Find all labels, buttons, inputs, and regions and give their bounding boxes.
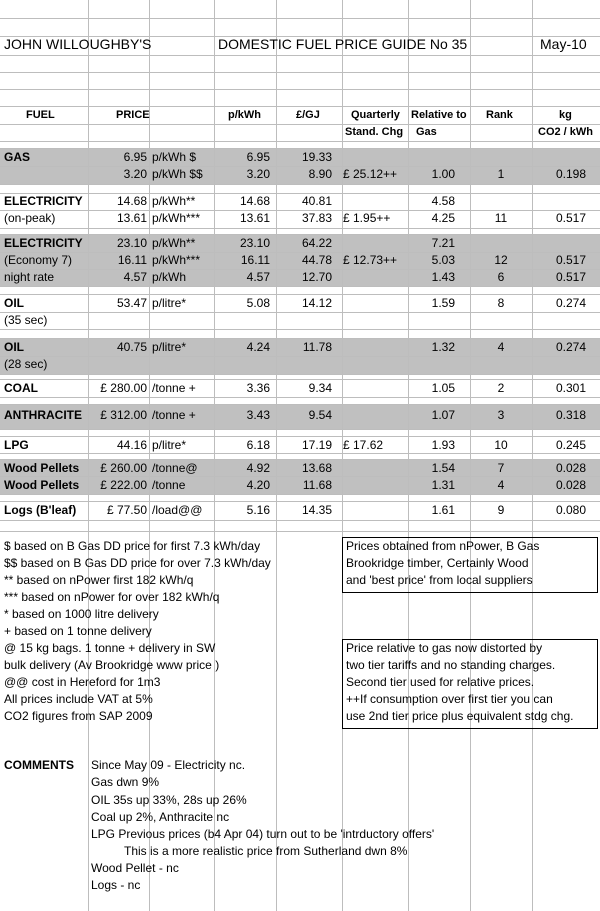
relative-note-line: Second tier used for relative prices. [346, 675, 535, 689]
comment-line: LPG Previous prices (b4 Apr 04) turn out to be 'intrductory offers' [91, 827, 435, 841]
guide-title: DOMESTIC FUEL PRICE GUIDE No 35 [218, 36, 468, 52]
cell-gj: 11.68 [302, 478, 332, 492]
note-line: @ 15 kg bags. 1 tonne + delivery in SW [4, 641, 216, 655]
cell-gj: 8.90 [308, 167, 332, 181]
cell-price: 23.10 [116, 236, 147, 250]
cell-gj: 37.83 [301, 211, 332, 225]
cell-rel: 5.03 [431, 253, 455, 267]
relative-note-line: two tier tariffs and no standing charges. [346, 658, 556, 672]
cell-price: £ 280.00 [100, 381, 147, 395]
cell-fuel: ELECTRICITY [4, 236, 83, 250]
cell-gj: 14.35 [301, 503, 332, 517]
cell-rel: 4.58 [431, 194, 455, 208]
comment-line: This is a more realistic price from Sutherland dwn 8% [124, 844, 408, 858]
cell-rank: 9 [497, 503, 505, 517]
cell-gj: 12.70 [301, 270, 332, 284]
cell-price: 6.95 [123, 150, 147, 164]
cell-unit: p/kWh** [152, 236, 196, 250]
header-stdchg: Stand. Chg [345, 126, 404, 138]
cell-fuel: (Economy 7) [4, 253, 73, 267]
header-kg: kg [559, 109, 572, 121]
cell-rel: 1.54 [431, 461, 455, 475]
cell-fuel: ELECTRICITY [4, 194, 83, 208]
cell-pkwh: 4.92 [246, 461, 270, 475]
cell-price: 3.20 [123, 167, 147, 181]
cell-pkwh: 16.11 [240, 253, 270, 267]
cell-gj: 13.68 [301, 461, 332, 475]
cell-fuel: Wood Pellets [4, 478, 80, 492]
header-price: PRICE [116, 109, 150, 121]
cell-co2: 0.028 [555, 478, 586, 492]
cell-price: 53.47 [116, 296, 147, 310]
cell-unit: p/kWh*** [152, 253, 201, 267]
cell-rank: 7 [497, 461, 505, 475]
cell-rank: 6 [497, 270, 505, 284]
note-line: $ based on B Gas DD price for first 7.3 kWh/day [4, 539, 261, 553]
cell-price: £ 222.00 [100, 478, 147, 492]
cell-fuel: COAL [4, 381, 38, 395]
note-line: ** based on nPower first 182 kWh/q [4, 573, 194, 587]
cell-unit: p/kWh*** [152, 211, 201, 225]
cell-co2: 0.318 [555, 408, 586, 422]
cell-fuel: Wood Pellets [4, 461, 80, 475]
cell-gj: 40.81 [301, 194, 332, 208]
cell-co2: 0.301 [555, 381, 586, 395]
cell-fuel: ANTHRACITE [4, 408, 82, 422]
cell-unit: p/litre* [152, 438, 187, 452]
cell-gj: 9.34 [308, 381, 332, 395]
cell-unit: p/litre* [152, 340, 187, 354]
cell-pkwh: 4.57 [246, 270, 270, 284]
cell-gj: 19.33 [301, 150, 332, 164]
cell-stdchg: £ 12.73++ [343, 253, 398, 267]
cell-co2: 0.517 [555, 253, 586, 267]
header-rank: Rank [486, 109, 513, 121]
cell-price: 14.68 [116, 194, 147, 208]
cell-rel: 1.31 [431, 478, 455, 492]
cell-co2: 0.028 [555, 461, 586, 475]
cell-unit: /tonne [152, 478, 186, 492]
cell-gj: 64.22 [301, 236, 332, 250]
cell-rel: 1.61 [431, 503, 455, 517]
cell-rank: 2 [497, 381, 505, 395]
cell-rel: 1.07 [431, 408, 455, 422]
cell-gj: 14.12 [301, 296, 332, 310]
relative-note-line: Price relative to gas now distorted by [346, 641, 543, 655]
cell-rel: 4.25 [431, 211, 455, 225]
cell-rel: 7.21 [431, 236, 455, 250]
note-line: * based on 1000 litre delivery [4, 607, 159, 621]
cell-unit: /tonne + [152, 408, 196, 422]
comment-line: Since May 09 - Electricity nc. [91, 758, 246, 772]
cell-price: 16.11 [117, 253, 147, 267]
relative-note-line: use 2nd tier price plus equivalent stdg chg. [346, 709, 574, 723]
cell-rank: 3 [497, 408, 505, 422]
cell-price: £ 312.00 [100, 408, 147, 422]
cell-pkwh: 23.10 [239, 236, 270, 250]
cell-co2: 0.198 [555, 167, 586, 181]
comment-line: Logs - nc [91, 878, 141, 892]
cell-co2: 0.517 [555, 270, 586, 284]
cell-fuel: Logs (B'leaf) [4, 503, 77, 517]
cell-pkwh: 5.08 [246, 296, 270, 310]
cell-rel: 1.43 [431, 270, 455, 284]
cell-fuel: (on-peak) [4, 211, 56, 225]
cell-unit: p/kWh $ [152, 150, 197, 164]
guide-date: May-10 [540, 36, 587, 52]
cell-rel: 1.93 [431, 438, 455, 452]
header-gas: Gas [416, 126, 437, 138]
relative-note-line: ++If consumption over first tier you can [346, 692, 553, 706]
comment-line: Gas dwn 9% [91, 775, 160, 789]
header-relative: Relative to [411, 109, 467, 121]
comment-line: Coal up 2%, Anthracite nc [91, 810, 230, 824]
cell-stdchg: £ 17.62 [343, 438, 384, 452]
cell-rank: 4 [497, 340, 505, 354]
header-co2: CO2 / kWh [538, 126, 594, 138]
header-pkwh: p/kWh [228, 109, 261, 121]
cell-unit: p/kWh $$ [152, 167, 203, 181]
cell-rank: 8 [497, 296, 505, 310]
cell-unit: /tonne@ [152, 461, 198, 475]
cell-co2: 0.274 [555, 340, 586, 354]
cell-pkwh: 6.95 [246, 150, 270, 164]
header-quarterly: Quarterly [351, 109, 400, 121]
cell-fuel: (35 sec) [4, 313, 48, 327]
cell-price: 13.61 [116, 211, 147, 225]
cell-pkwh: 3.36 [246, 381, 270, 395]
cell-fuel: (28 sec) [4, 357, 48, 371]
sources-line: Brookridge timber, Certainly Wood [346, 556, 529, 570]
note-line: bulk delivery (Av Brookridge www price ) [4, 658, 220, 672]
cell-gj: 17.19 [301, 438, 332, 452]
cell-pkwh: 4.24 [246, 340, 270, 354]
header-gj: £/GJ [296, 109, 320, 121]
cell-fuel: OIL [4, 296, 24, 310]
cell-co2: 0.274 [555, 296, 586, 310]
cell-pkwh: 6.18 [246, 438, 270, 452]
cell-pkwh: 5.16 [246, 503, 270, 517]
author-title: JOHN WILLOUGHBY'S [4, 36, 152, 52]
cell-co2: 0.517 [555, 211, 586, 225]
comment-line: Wood Pellet - nc [91, 861, 179, 875]
cell-co2: 0.080 [555, 503, 586, 517]
note-line: CO2 figures from SAP 2009 [4, 709, 153, 723]
cell-rank: 1 [497, 167, 505, 181]
cell-gj: 9.54 [308, 408, 332, 422]
cell-pkwh: 4.20 [246, 478, 270, 492]
cell-price: £ 77.50 [106, 503, 147, 517]
cell-pkwh: 13.61 [239, 211, 270, 225]
cell-fuel: LPG [4, 438, 29, 452]
cell-price: 44.16 [116, 438, 147, 452]
note-line: All prices include VAT at 5% [4, 692, 153, 706]
cell-rank: 12 [494, 253, 508, 267]
cell-pkwh: 3.43 [246, 408, 270, 422]
cell-rel: 1.05 [431, 381, 455, 395]
cell-gj: 11.78 [302, 340, 332, 354]
cell-unit: p/kWh** [152, 194, 196, 208]
cell-unit: p/kWh [152, 270, 187, 284]
cell-price: 40.75 [116, 340, 147, 354]
cell-rank: 11 [494, 211, 508, 225]
cell-rank: 4 [497, 478, 505, 492]
cell-pkwh: 14.68 [239, 194, 270, 208]
note-line: $$ based on B Gas DD price for over 7.3 kWh/day [4, 556, 271, 570]
cell-fuel: GAS [4, 150, 31, 164]
cell-rank: 10 [494, 438, 508, 452]
cell-co2: 0.245 [555, 438, 586, 452]
cell-rel: 1.00 [431, 167, 455, 181]
cell-unit: p/litre* [152, 296, 187, 310]
comment-line: OIL 35s up 33%, 28s up 26% [91, 793, 247, 807]
cell-rel: 1.32 [431, 340, 455, 354]
cell-rel: 1.59 [431, 296, 455, 310]
cell-price: 4.57 [123, 270, 147, 284]
cell-stdchg: £ 1.95++ [343, 211, 391, 225]
cell-pkwh: 3.20 [246, 167, 270, 181]
cell-unit: /load@@ [152, 503, 203, 517]
cell-stdchg: £ 25.12++ [343, 167, 398, 181]
header-fuel: FUEL [26, 109, 55, 121]
note-line: @@ cost in Hereford for 1m3 [4, 675, 161, 689]
cell-price: £ 260.00 [100, 461, 147, 475]
sources-line: Prices obtained from nPower, B Gas [346, 539, 540, 553]
cell-fuel: OIL [4, 340, 24, 354]
cell-unit: /tonne + [152, 381, 196, 395]
note-line: *** based on nPower for over 182 kWh/q [4, 590, 220, 604]
cell-fuel: night rate [4, 270, 55, 284]
note-line: + based on 1 tonne delivery [4, 624, 152, 638]
cell-gj: 44.78 [301, 253, 332, 267]
comments-label: COMMENTS [4, 758, 74, 772]
sources-line: and 'best price' from local suppliers [346, 573, 533, 587]
